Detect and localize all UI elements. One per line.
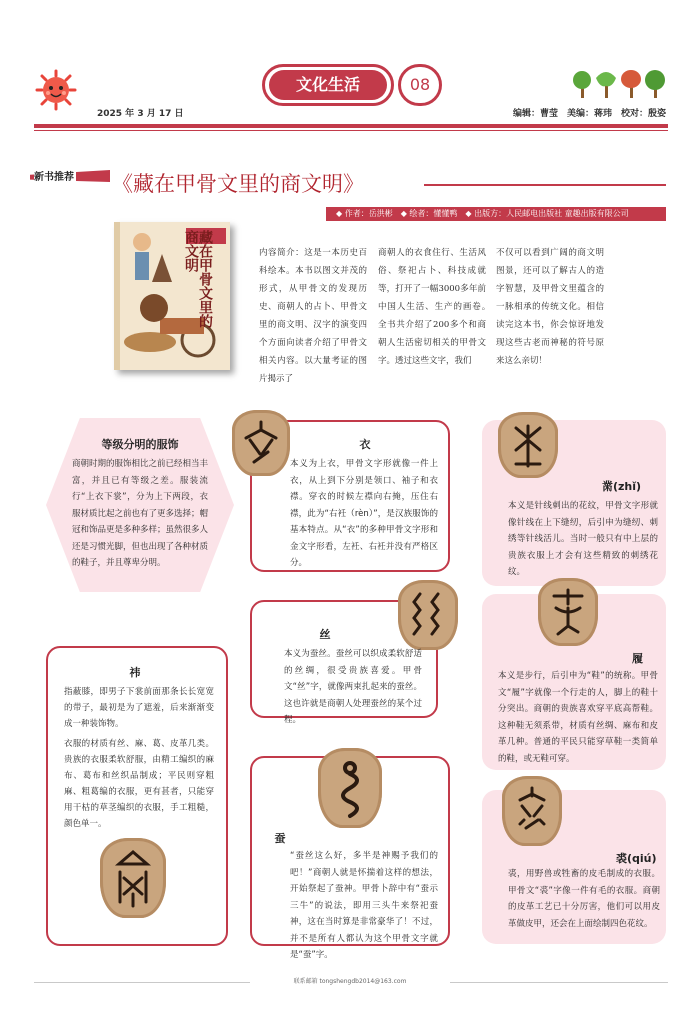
article-tag: 新书推荐 bbox=[34, 168, 76, 183]
lv-body: 本义是步行，后引申为“鞋”的统称。甲骨文“履”字就像一个行走的人，脚上的鞋十分突出。商朝的贵族喜欢穿平底高帮鞋。这种鞋无须系带，材质有丝绸、麻布和皮革几种。普通的平民只能穿草鞋一类简单的鞋，或无鞋可穿。 bbox=[498, 671, 658, 764]
oracle-bone-zhi-icon bbox=[498, 412, 558, 478]
zhi-body: 本义是针线刺出的花纹，甲骨文字形就像针线在上下缝纫，后引申为缝纫、刺绣等针线活儿。当时一般只有中上层的贵族衣服上才会有这些精致的刺绣花纹。 bbox=[508, 501, 658, 577]
section-banner bbox=[262, 64, 448, 106]
yi-title: 衣 bbox=[359, 438, 371, 451]
page-number: 08 bbox=[409, 75, 431, 94]
oracle-bone-qiu-icon bbox=[502, 776, 562, 846]
oracle-bone-fu-icon bbox=[100, 838, 166, 918]
yi-body: 本义为上衣，甲骨文字形就像一件上衣，从上到下分别是领口、袖子和衣襟。穿衣的时候左襟向右掩，压住右襟，此为“右衽（rèn）”，是汉族服饰的基本特点。从“衣”的多种甲骨文字形和金文字形看，左衽、右衽并没有严格区分。 bbox=[290, 459, 438, 568]
trees-decoration-icon bbox=[572, 66, 668, 100]
section-title: 文化生活 bbox=[295, 75, 360, 94]
fu-body-1: 指蔽膝，即男子下裳前面那条长长宽宽的带子，最初是为了遮羞，后来渐渐变成一种装饰物。 bbox=[64, 687, 214, 729]
qiu-title: 裘(qiú) bbox=[616, 852, 657, 865]
article-title: 《藏在甲骨文里的商文明》 bbox=[112, 172, 364, 196]
intro-column-1: 内容简介：这是一本历史百科绘本。本书以图文并茂的形式，从甲骨文的发现历史、商朝人的占卜、甲骨文里的商文明、汉字的演变四个方面向读者介绍了甲骨文相关内容。以大量考证的图片揭示了 bbox=[259, 248, 367, 384]
fu-body-2: 衣服的材质有丝、麻、葛、皮革几类。贵族的衣服柔软舒服，由精工编织的麻布、葛布和丝织品制成；平民则穿粗麻、粗葛编的衣服，更有甚者，只能穿用干枯的草茎编织的衣服，手工粗糙，颜色单一。 bbox=[64, 739, 214, 829]
book-cover-title: 藏在甲骨文里的商文明 bbox=[183, 230, 213, 328]
oracle-bone-lv-icon bbox=[538, 578, 598, 646]
lv-title: 履 bbox=[632, 652, 643, 665]
intro-column-3: 不仅可以看到广阔的商文明图景，还可以了解古人的造字智慧，及甲骨文里蕴含的一脉相承的传统文化。相信读完这本书，你会惊讶地发现这些古老而神秘的符号原来这么亲切！ bbox=[496, 248, 604, 366]
book-cover bbox=[114, 222, 230, 370]
oracle-bone-can-icon bbox=[318, 748, 382, 828]
title-rule bbox=[424, 184, 666, 186]
can-body: “蚕丝这么好，多半是神赐予我们的吧！”商朝人就是怀揣着这样的想法，开始祭起了蚕神。甲骨卜辞中有“蚕示三牛”的说法，即用三头牛来祭祀蚕神，这在当时算是非常豪华了！不过，并不是所有人都认为这个甲骨文字就是“蚕”字。 bbox=[290, 851, 438, 960]
footer-email: 联系邮箱 tongshengdb2014@163.com bbox=[250, 976, 450, 988]
rank-body: 商朝时期的服饰相比之前已经相当丰富，并且已有等级之差。服装流行“上衣下裳”，分为上下两段，衣服材质比起之前也有了更多选择；帽冠和饰品更是多种多样；虽然很多人还是习惯光脚，但也出现了各种材质的鞋子，并且尊卑分明。 bbox=[72, 459, 209, 568]
rank-title: 等级分明的服饰 bbox=[101, 438, 179, 451]
header-divider-thin bbox=[34, 130, 668, 131]
credits-text: ◆ 作者：岳洪彬 ◆ 绘者：懂懂鸭 ◆ 出版方：人民邮电出版社 童趣出版有限公司 bbox=[336, 209, 629, 218]
can-title: 蚕 bbox=[274, 832, 286, 845]
editor-credits: 编辑：曹莹 美编：蒋玮 校对：殷姿 bbox=[512, 109, 666, 119]
fu-title: 祎 bbox=[129, 666, 141, 679]
si-body: 本义为蚕丝。蚕丝可以织成柔软舒适的丝绸，很受贵族喜爱。甲骨文“丝”字，就像两束扎起来的蚕丝。这也许就是商朝人处理蚕丝的某个过程。 bbox=[284, 649, 422, 725]
zhi-title: 黹(zhǐ) bbox=[602, 480, 642, 493]
intro-column-2: 商朝人的衣食住行、生活风俗、祭祀占卜、科技成就等，打开了一幅3000多年前中国人生活、生产的画卷。 全书共介绍了200多个和商朝人生活密切相关的甲骨文字。透过这些文字，我们 bbox=[378, 248, 495, 366]
si-title: 丝 bbox=[319, 628, 331, 641]
sun-mascot-icon bbox=[36, 70, 76, 110]
oracle-bone-yi-icon bbox=[232, 410, 290, 476]
qiu-body: 裘，用野兽或牲畜的皮毛制成的衣服。甲骨文“裘”字像一件有毛的衣服。商朝的皮革工艺已十分厉害，他们可以用皮革做皮甲，还会在上面绘制四色花纹。 bbox=[508, 869, 660, 929]
oracle-bone-si-icon bbox=[398, 580, 458, 650]
header-divider bbox=[34, 124, 668, 128]
issue-date: 2025 年 3 月 17 日 bbox=[97, 109, 184, 119]
